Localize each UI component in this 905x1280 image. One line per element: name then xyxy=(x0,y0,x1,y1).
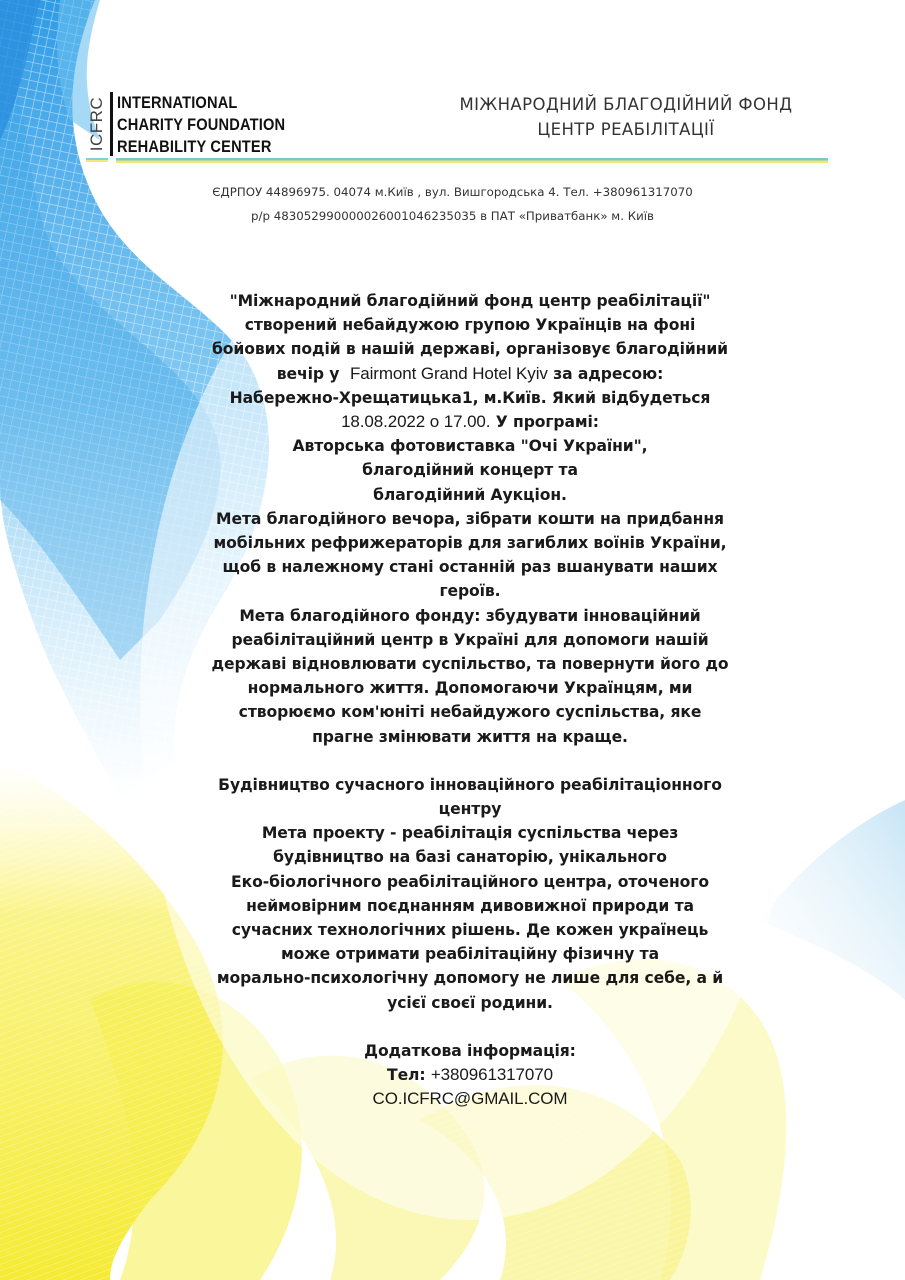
requisites xyxy=(150,180,755,228)
fund-goal-line: державі відновлювати суспільство, та повернути його до xyxy=(211,655,729,674)
project-goal-line: усієї своєї родини. xyxy=(387,993,553,1012)
spacer xyxy=(170,749,770,773)
spacer xyxy=(170,1015,770,1039)
intro-text: У програмі: xyxy=(495,413,599,432)
logo-mark-text: ICFRC xyxy=(87,96,106,152)
contacts-email[interactable]: CO.ICFRC@GMAIL.COM xyxy=(372,1089,568,1109)
foundation-logo xyxy=(86,90,286,160)
logo-divider xyxy=(110,92,113,156)
contacts-phone xyxy=(170,1063,770,1087)
intro-line: Набережно-Хрещатицька1, м.Київ. Який відбудеться xyxy=(229,388,711,407)
evening-goal-line: Мета благодійного вечора, зібрати кошти на придбання xyxy=(216,509,724,528)
org-name-line-2: ЦЕНТР РЕАБІЛІТАЦІЇ xyxy=(537,120,715,139)
header-flag-divider xyxy=(116,158,828,163)
project-goal-line: Еко-біологічного реабілітаційного центра, оточеного xyxy=(231,872,709,891)
program-item: благодійний Аукціон. xyxy=(373,485,567,504)
contacts-title: Додаткова інформація: xyxy=(364,1041,576,1060)
logo-line-2: CHARITY FOUNDATION xyxy=(117,115,286,134)
requisites-line-2: р/р 483052990000026001046235035 в ПАТ «Приватбанк» м. Київ xyxy=(251,209,654,223)
project-goal-line: будівництво на базі санаторію, унікального xyxy=(273,848,667,867)
intro-line: "Міжнародний благодійний фонд центр реабілітації" xyxy=(229,292,711,310)
fund-goal-line: реабілітаційний центр в Україні для допомоги нашій xyxy=(231,630,709,649)
program-item: Авторська фотовиставка "Очі України", xyxy=(292,437,648,456)
intro-line: створений небайдужою групою Українців на фоні xyxy=(244,316,696,335)
project-goal-line: морально-психологічну допомогу не лише для себе, а й xyxy=(216,969,724,988)
intro-line xyxy=(170,410,770,434)
evening-goal-line: мобільних рефрижераторів для загиблих воїнів України, xyxy=(213,534,727,553)
event-datetime: 18.08.2022 о 17.00. xyxy=(341,412,491,432)
project-goal-line: сучасних технологічних рішень. Де кожен українець xyxy=(231,921,709,940)
program-item: благодійний концерт та xyxy=(362,461,578,480)
org-name-ukrainian xyxy=(420,92,832,142)
icfrc-logo-mark xyxy=(86,92,108,156)
logo-line-1: INTERNATIONAL xyxy=(117,93,238,112)
venue-name: Fairmont Grand Hotel Kyiv xyxy=(349,363,548,383)
phone-number[interactable]: +380961317070 xyxy=(430,1065,553,1085)
intro-text: за адресою: xyxy=(553,364,664,383)
logo-line-3: REHABILITY CENTER xyxy=(117,137,272,156)
letter-body xyxy=(170,289,770,1112)
phone-label: Тел: xyxy=(387,1066,426,1085)
evening-goal-line: героїв. xyxy=(439,582,501,601)
fund-goal-line: нормального життя. Допомогаючи Українцям, ми xyxy=(247,679,693,698)
intro-line xyxy=(170,362,770,386)
logo-wordmark xyxy=(117,92,285,158)
intro-line: бойових подій в нашій державі, організовує благодійний xyxy=(211,340,729,359)
project-goal-line: Мета проекту - реабілітація суспільства через xyxy=(261,824,679,843)
org-name-line-1: МІЖНАРОДНИЙ БЛАГОДІЙНИЙ ФОНД xyxy=(459,95,793,114)
requisites-line-1: ЄДРПОУ 44896975. 04074 м.Київ , вул. Вишгородська 4. Тел. +380961317070 xyxy=(212,185,693,199)
fund-goal-line: Мета благодійного фонду: збудувати інноваційний xyxy=(239,606,701,625)
fund-goal-line: створюємо ком'юніті небайдужого суспільства, яке xyxy=(238,703,702,722)
logo-flag-stripe xyxy=(86,158,108,162)
evening-goal-line: щоб в належному стані останній раз вшанувати наших xyxy=(222,558,718,577)
project-goal-line: неймовірним поєднанням дивовижної природи та xyxy=(246,896,694,915)
project-goal-line: може отримати реабілітаційну фізичну та xyxy=(280,945,660,964)
fund-goal-line: прагне змінювати життя на краще. xyxy=(312,727,628,746)
intro-text: вечір у xyxy=(276,364,340,383)
project-title-line: центру xyxy=(438,800,502,819)
project-title-line: Будівництво сучасного інноваційного реабілітаціонного xyxy=(218,775,722,794)
